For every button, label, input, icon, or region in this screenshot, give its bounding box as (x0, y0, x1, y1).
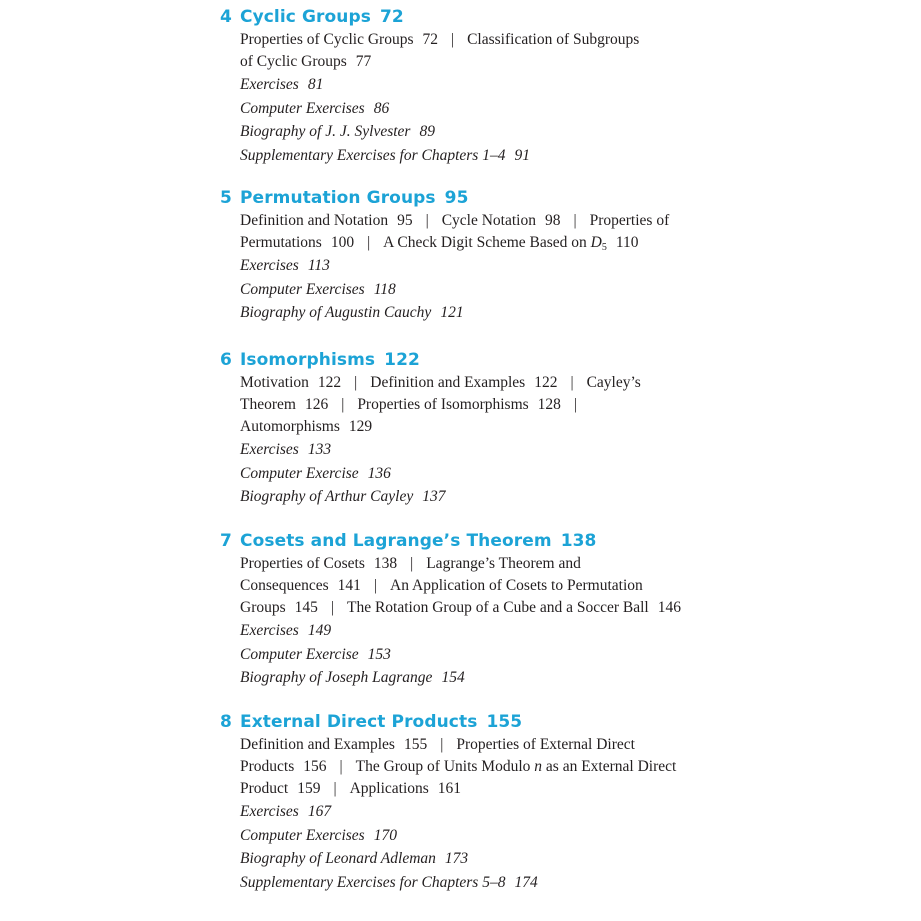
chapter-6 (220, 349, 720, 509)
section-link[interactable]: An Application of Cosets to Permutation (390, 577, 643, 594)
entry-page: 149 (307, 622, 332, 639)
chapter-number: 7 (220, 531, 232, 551)
section-page: 138 (373, 555, 398, 572)
entry-label: Exercises (240, 257, 299, 274)
entry-label: Computer Exercises (240, 99, 365, 117)
section-page: 156 (303, 758, 327, 775)
math-symbol: D (590, 234, 602, 251)
section-page: 110 (615, 234, 639, 251)
section-page: 77 (355, 53, 372, 70)
separator: | (573, 396, 578, 413)
chapter-heading[interactable] (220, 187, 720, 209)
section-label: A Check Digit Scheme Based on (383, 234, 587, 251)
section-page: 122 (534, 374, 558, 391)
entry-page: 133 (307, 441, 332, 458)
chapter-number: 6 (220, 350, 232, 370)
section-link[interactable]: Lagrange’s Theorem and (426, 555, 581, 572)
toc-line (240, 29, 720, 51)
entry-page: 89 (419, 123, 435, 140)
chapter-page: 122 (384, 350, 420, 370)
section-page: 100 (330, 234, 355, 251)
toc-line (240, 553, 720, 575)
entry-page: 113 (307, 257, 330, 274)
entry-label: Computer Exercise (240, 464, 359, 482)
entry-page: 118 (373, 280, 396, 298)
entry-label: Computer Exercises (240, 280, 365, 298)
entry-page: 167 (307, 803, 332, 820)
chapter-8 (220, 711, 720, 894)
entry-label: Computer Exercise (240, 645, 359, 663)
chapter-number: 5 (220, 188, 232, 208)
section-label: as an External Direct (545, 758, 677, 775)
toc-line (240, 372, 720, 394)
entry-page: 137 (422, 488, 446, 505)
entry-label: Computer Exercises (240, 826, 365, 844)
section-page: 159 (297, 780, 321, 797)
separator: | (450, 31, 455, 48)
separator: | (341, 396, 345, 413)
separator: | (573, 212, 577, 229)
section-link[interactable]: Definition and Notation (240, 212, 389, 229)
separator: | (425, 212, 429, 229)
section-label: The Group of Units Modulo (355, 758, 531, 775)
entry-label: Exercises (240, 76, 299, 93)
separator: | (330, 599, 334, 616)
chapter-heading[interactable] (220, 349, 720, 371)
section-link[interactable]: Cycle Notation (441, 212, 536, 229)
toc-line (240, 416, 720, 438)
entry-page: 81 (307, 76, 324, 93)
chapter-heading[interactable] (220, 530, 720, 552)
entry-page: 153 (367, 645, 391, 663)
separator: | (333, 780, 337, 797)
separator: | (339, 758, 343, 775)
toc-line (240, 778, 720, 800)
section-link[interactable]: of Cyclic Groups (240, 53, 347, 70)
section-link[interactable]: Properties of Cosets (240, 555, 365, 572)
entry-label: Supplementary Exercises for Chapters 5–8 (240, 873, 506, 891)
separator: | (367, 234, 371, 251)
toc-line (240, 394, 720, 416)
section-link[interactable]: Automorphisms (240, 418, 340, 435)
chapter-page: 138 (560, 531, 597, 551)
section-page: 141 (337, 577, 361, 594)
computer-exercises-entry[interactable] (240, 824, 720, 848)
toc-line (240, 210, 720, 232)
section-page: 129 (348, 418, 373, 435)
biography-entry[interactable] (240, 666, 720, 690)
chapter-title: External Direct Products (240, 712, 478, 732)
entry-page: 91 (514, 146, 530, 164)
chapter-7 (220, 530, 720, 690)
entry-label: Exercises (240, 803, 299, 820)
entry-page: 121 (440, 304, 464, 321)
toc-line (240, 597, 720, 619)
supplementary-exercises-entry[interactable] (240, 871, 720, 895)
biography-entry[interactable] (240, 485, 720, 509)
entry-page: 136 (367, 464, 391, 482)
entry-label: Biography of Arthur Cayley (240, 488, 414, 505)
toc-line (240, 734, 720, 756)
section-page: 95 (397, 212, 413, 229)
section-page: 145 (294, 599, 318, 616)
chapter-title: Cyclic Groups (240, 7, 371, 27)
chapter-heading[interactable] (220, 711, 720, 733)
section-page: 98 (544, 212, 561, 229)
section-link[interactable] (356, 758, 677, 775)
chapter-4 (220, 6, 720, 167)
section-link[interactable]: Properties of Isomorphisms (357, 396, 529, 413)
section-link[interactable]: Classification of Subgroups (467, 31, 640, 48)
section-page: 122 (317, 374, 342, 391)
biography-entry[interactable] (240, 120, 720, 144)
toc-line (240, 232, 720, 254)
chapter-title: Isomorphisms (240, 350, 376, 370)
section-link[interactable]: Permutations (240, 234, 322, 251)
chapter-title: Cosets and Lagrange’s Theorem (240, 531, 552, 551)
chapter-page: 155 (486, 712, 523, 732)
exercises-entry[interactable] (240, 619, 720, 643)
entry-label: Exercises (240, 441, 299, 458)
section-link[interactable]: Theorem (240, 396, 296, 413)
biography-entry[interactable] (240, 847, 720, 871)
chapter-page: 95 (444, 188, 469, 208)
math-symbol: n (534, 758, 543, 775)
section-page: 146 (657, 599, 681, 616)
section-link[interactable]: Definition and Examples (240, 736, 395, 753)
separator: | (373, 577, 378, 594)
section-page: 155 (403, 736, 428, 753)
toc-line (240, 51, 720, 73)
section-link[interactable] (383, 234, 607, 251)
section-link[interactable]: Properties of External Direct (456, 736, 635, 753)
exercises-entry[interactable] (240, 254, 720, 278)
exercises-entry[interactable] (240, 800, 720, 824)
chapter-number: 4 (220, 7, 232, 27)
section-link[interactable]: Properties of Cyclic Groups (240, 31, 414, 48)
separator: | (354, 374, 358, 391)
section-link[interactable]: Properties of (589, 212, 670, 229)
chapter-5 (220, 187, 720, 325)
entry-page: 86 (373, 99, 390, 117)
section-page: 126 (304, 396, 329, 413)
section-link[interactable]: Definition and Examples (370, 374, 526, 391)
entry-label: Biography of Leonard Adleman (240, 850, 436, 867)
section-page: 128 (537, 396, 561, 413)
section-link[interactable]: Groups (240, 599, 286, 616)
section-link[interactable]: The Rotation Group of a Cube and a Soccer Ball (347, 599, 649, 616)
separator: | (570, 374, 574, 391)
toc-line (240, 756, 720, 778)
biography-entry[interactable] (240, 301, 720, 325)
entry-page: 174 (514, 873, 538, 891)
exercises-entry[interactable] (240, 73, 720, 97)
section-link[interactable]: Products (240, 758, 295, 775)
entry-label: Biography of Augustin Cauchy (240, 304, 432, 321)
computer-exercises-entry[interactable] (240, 97, 720, 121)
entry-label: Biography of Joseph Lagrange (240, 669, 433, 686)
entry-label: Exercises (240, 622, 299, 639)
exercises-entry[interactable] (240, 438, 720, 462)
entry-label: Supplementary Exercises for Chapters 1–4 (240, 146, 506, 164)
chapter-page: 72 (380, 7, 404, 27)
computer-exercise-entry[interactable] (240, 462, 720, 486)
separator: | (440, 736, 444, 753)
section-link[interactable]: Consequences (240, 577, 329, 594)
separator: | (410, 555, 414, 572)
computer-exercise-entry[interactable] (240, 643, 720, 667)
chapter-number: 8 (220, 712, 232, 732)
chapter-heading[interactable] (220, 6, 720, 28)
section-page: 72 (422, 31, 438, 48)
entry-label: Biography of J. J. Sylvester (240, 123, 411, 140)
section-link[interactable]: Product (240, 780, 289, 797)
math-subscript: 5 (601, 242, 607, 253)
toc-line (240, 575, 720, 597)
chapter-title: Permutation Groups (240, 188, 436, 208)
entry-page: 154 (441, 669, 465, 686)
section-link[interactable]: Applications (349, 780, 429, 797)
entry-page: 170 (373, 826, 397, 844)
section-link[interactable]: Cayley’s (586, 374, 641, 391)
section-page: 161 (437, 780, 462, 797)
supplementary-exercises-entry[interactable] (240, 144, 720, 168)
computer-exercises-entry[interactable] (240, 278, 720, 302)
section-link[interactable]: Motivation (240, 374, 309, 391)
entry-page: 173 (444, 850, 469, 867)
